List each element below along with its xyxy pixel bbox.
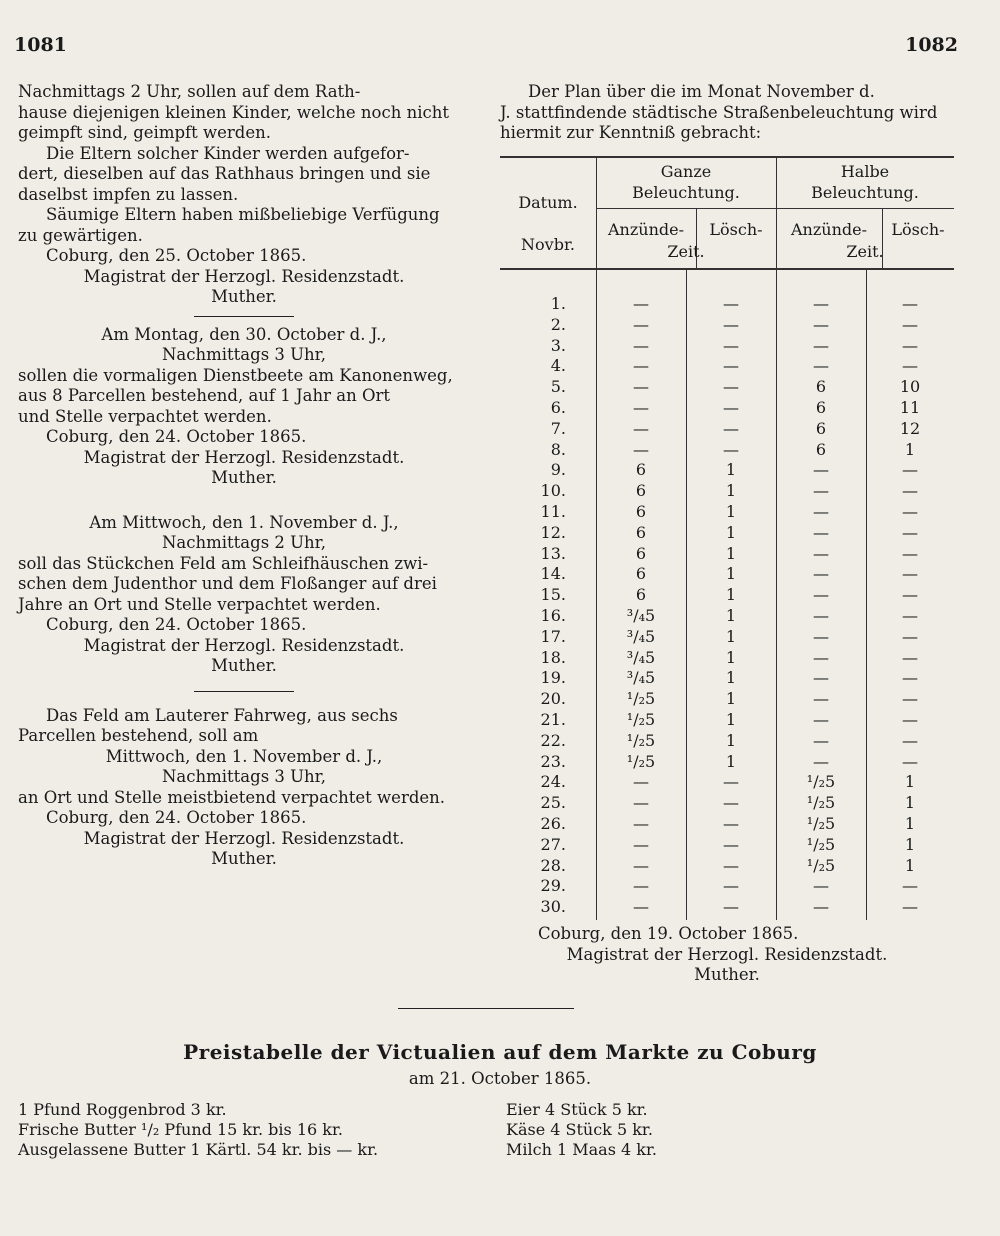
row-halbe-anzuende: —: [813, 606, 829, 625]
row-halbe-anzuende: —: [813, 564, 829, 584]
row-ganze-anzuende: ³/₄5: [626, 626, 656, 646]
notice-kanonenweg: [18, 325, 470, 489]
notice-heading: Nachmittags 3 Uhr,: [161, 767, 327, 786]
text-line: dert, dieselben auf das Rathhaus bringen und sie: [18, 164, 431, 183]
row-ganze-anzuende: ¹/₂5: [626, 730, 656, 750]
row-halbe-anzuende: —: [813, 585, 829, 605]
row-halbe-anzuende: —: [813, 314, 829, 334]
notice-lauterer-fahrweg: [18, 706, 470, 870]
lighting-footer: [500, 924, 954, 986]
row-date: 5.: [550, 377, 566, 397]
row-halbe-loesch: —: [902, 668, 918, 688]
row-halbe-anzuende: —: [813, 626, 829, 646]
row-halbe-loesch: —: [902, 626, 918, 646]
notice-authority: Magistrat der Herzogl. Residenzstadt.: [566, 944, 888, 964]
row-date: 20.: [540, 689, 566, 709]
row-ganze-anzuende: —: [633, 772, 649, 792]
row-halbe-anzuende: ¹/₂5: [806, 772, 836, 792]
notice-heading: Am Montag, den 30. October d. J.,: [101, 324, 387, 344]
text-line: schen dem Judenthor und dem Floßanger auf drei: [18, 574, 437, 593]
row-halbe-anzuende: ¹/₂5: [806, 793, 836, 813]
row-ganze-anzuende: —: [633, 356, 649, 376]
row-halbe-loesch: —: [902, 689, 918, 709]
row-halbe-anzuende: —: [813, 522, 829, 542]
notice-authority: Magistrat der Herzogl. Residenzstadt.: [83, 447, 405, 467]
header-anzuende-2: Anzünde-: [790, 220, 867, 239]
row-date: 18.: [540, 647, 566, 667]
text-line: soll das Stückchen Feld am Schleifhäuschen zwi-: [18, 553, 429, 573]
row-ganze-loesch: 1: [725, 710, 737, 729]
row-halbe-loesch: —: [902, 876, 918, 896]
row-halbe-anzuende: —: [813, 876, 829, 896]
street-lighting-table: [500, 156, 954, 920]
row-halbe-loesch: 11: [899, 398, 921, 417]
row-date: 28.: [540, 855, 566, 875]
notice-signature: Muther.: [211, 468, 277, 487]
row-ganze-anzuende: 6: [635, 502, 647, 521]
row-ganze-loesch: 1: [725, 668, 737, 688]
page-number-right: 1082: [905, 34, 958, 56]
row-ganze-loesch: —: [723, 377, 739, 397]
lighting-intro: [500, 82, 954, 144]
row-date: 27.: [540, 834, 566, 854]
text-line: Der Plan über die im Monat November d.: [528, 82, 875, 101]
row-halbe-loesch: 12: [899, 418, 921, 438]
row-halbe-loesch: —: [902, 481, 918, 501]
notice-heading: Mittwoch, den 1. November d. J.,: [105, 746, 383, 766]
row-halbe-anzuende: —: [813, 710, 829, 729]
notice-heading: Nachmittags 2 Uhr,: [161, 533, 327, 552]
row-halbe-loesch: —: [902, 314, 918, 334]
row-ganze-loesch: —: [723, 855, 739, 875]
header-zeit: Zeit.: [667, 242, 705, 261]
row-ganze-loesch: 1: [725, 460, 737, 480]
text-line: und Stelle verpachtet werden.: [18, 406, 272, 426]
row-halbe-loesch: 1: [904, 834, 916, 854]
row-ganze-loesch: 1: [725, 564, 737, 584]
row-ganze-anzuende: ¹/₂5: [626, 710, 656, 729]
row-ganze-loesch: —: [723, 814, 739, 833]
price-item: Eier 4 Stück 5 kr.: [506, 1100, 648, 1119]
row-halbe-anzuende: —: [813, 502, 829, 521]
row-date: 29.: [540, 876, 566, 896]
price-item: Milch 1 Maas 4 kr.: [506, 1140, 657, 1159]
notice-date: Coburg, den 24. October 1865.: [46, 615, 307, 634]
row-date: 9.: [550, 460, 566, 480]
row-ganze-loesch: —: [723, 772, 739, 792]
text-line: hause diejenigen kleinen Kinder, welche noch nicht: [18, 102, 449, 122]
row-ganze-anzuende: ¹/₂5: [626, 689, 656, 709]
price-item: Ausgelassene Butter 1 Kärtl. 54 kr. bis — kr.: [18, 1140, 379, 1159]
notice-date: Coburg, den 24. October 1865.: [46, 427, 307, 446]
row-halbe-loesch: —: [902, 294, 918, 313]
row-date: 26.: [540, 814, 566, 833]
row-ganze-loesch: —: [723, 439, 739, 459]
row-date: 12.: [540, 522, 566, 542]
text-line: an Ort und Stelle meistbietend verpachtet werden.: [18, 787, 446, 807]
row-halbe-loesch: —: [902, 730, 918, 750]
row-date: 15.: [540, 585, 566, 605]
row-ganze-anzuende: —: [633, 418, 649, 438]
row-halbe-anzuende: —: [813, 647, 829, 667]
row-halbe-loesch: 1: [904, 439, 916, 459]
text-line: Die Eltern solcher Kinder werden aufgefor-: [46, 143, 410, 163]
row-date: 1.: [550, 294, 566, 313]
notice-authority: Magistrat der Herzogl. Residenzstadt.: [83, 266, 405, 286]
price-item: Käse 4 Stück 5 kr.: [506, 1120, 653, 1139]
price-list-left: [18, 1100, 488, 1160]
row-ganze-anzuende: —: [633, 439, 649, 459]
row-ganze-anzuende: —: [633, 876, 649, 896]
left-column: [18, 82, 470, 870]
row-ganze-anzuende: —: [633, 855, 649, 875]
row-ganze-loesch: 1: [725, 502, 737, 521]
divider: [194, 691, 294, 692]
row-date: 22.: [540, 730, 566, 750]
text-line: Parcellen bestehend, soll am: [18, 726, 259, 745]
row-ganze-loesch: 1: [725, 626, 737, 646]
row-ganze-loesch: 1: [725, 606, 737, 625]
row-ganze-loesch: —: [723, 834, 739, 854]
header-loesch: Lösch-: [709, 220, 763, 239]
row-ganze-loesch: —: [723, 294, 739, 313]
notice-authority: Magistrat der Herzogl. Residenzstadt.: [83, 635, 405, 655]
text-line: Das Feld am Lauterer Fahrweg, aus sechs: [46, 705, 398, 725]
header-halbe: Halbe: [840, 162, 890, 181]
notice-signature: Muther.: [211, 849, 277, 868]
row-halbe-loesch: —: [902, 897, 918, 917]
row-ganze-loesch: 1: [725, 647, 737, 667]
row-halbe-loesch: —: [902, 751, 918, 771]
row-ganze-anzuende: 6: [635, 585, 647, 605]
row-ganze-anzuende: —: [633, 897, 649, 917]
row-date: 3.: [550, 335, 566, 355]
row-ganze-loesch: —: [723, 897, 739, 917]
row-ganze-anzuende: —: [633, 314, 649, 334]
row-ganze-loesch: 1: [725, 481, 737, 501]
header-datum: Datum.: [518, 193, 578, 212]
row-halbe-loesch: 1: [904, 855, 916, 875]
price-table-title: Preistabelle der Victualien auf dem Markte zu Coburg: [183, 1040, 817, 1064]
row-ganze-loesch: 1: [725, 522, 737, 542]
row-halbe-loesch: —: [902, 460, 918, 480]
row-date: 24.: [540, 772, 566, 792]
row-ganze-loesch: —: [723, 418, 739, 438]
row-date: 14.: [540, 564, 566, 584]
notice-date: Coburg, den 19. October 1865.: [538, 924, 799, 943]
row-ganze-anzuende: ³/₄5: [626, 668, 656, 688]
header-anzuende: Anzünde-: [607, 220, 684, 239]
header-month: Novbr.: [521, 235, 575, 254]
row-ganze-loesch: —: [723, 793, 739, 813]
row-halbe-anzuende: —: [813, 897, 829, 917]
page-number-left: 1081: [14, 34, 67, 56]
row-halbe-anzuende: 6: [815, 418, 827, 438]
notice-heading: Am Mittwoch, den 1. November d. J.,: [89, 512, 399, 532]
notice-date: Coburg, den 25. October 1865.: [46, 246, 307, 265]
text-line: J. stattfindende städtische Straßenbeleuchtung wird: [500, 102, 938, 122]
row-ganze-anzuende: —: [633, 335, 649, 355]
text-line: sollen die vormaligen Dienstbeete am Kanonenweg,: [18, 365, 453, 385]
divider: [194, 316, 294, 317]
text-line: aus 8 Parcellen bestehend, auf 1 Jahr an Ort: [18, 386, 390, 405]
row-halbe-loesch: 10: [899, 377, 921, 397]
text-line: Jahre an Ort und Stelle verpachtet werden.: [18, 594, 381, 614]
header-zeit-2: Zeit.: [846, 242, 884, 261]
header-ganze-beleuchtung: Beleuchtung.: [632, 183, 740, 202]
row-ganze-loesch: 1: [725, 751, 737, 771]
row-ganze-anzuende: ³/₄5: [626, 606, 656, 625]
row-date: 4.: [550, 356, 566, 376]
row-ganze-anzuende: 6: [635, 564, 647, 584]
row-ganze-anzuende: —: [633, 834, 649, 854]
row-ganze-anzuende: —: [633, 398, 649, 417]
row-halbe-loesch: —: [902, 543, 918, 563]
row-halbe-anzuende: —: [813, 751, 829, 771]
row-halbe-loesch: 1: [904, 772, 916, 792]
row-ganze-anzuende: —: [633, 377, 649, 397]
row-date: 13.: [540, 543, 566, 563]
notice-signature: Muther.: [211, 656, 277, 675]
row-date: 2.: [550, 314, 566, 334]
header-ganze: Ganze: [660, 162, 712, 181]
row-halbe-anzuende: —: [813, 335, 829, 355]
row-ganze-loesch: —: [723, 356, 739, 376]
row-date: 11.: [540, 502, 566, 521]
row-halbe-anzuende: —: [813, 668, 829, 688]
row-halbe-anzuende: 6: [815, 398, 827, 417]
text-line: hiermit zur Kenntniß gebracht:: [500, 123, 762, 142]
price-item: Frische Butter ¹/₂ Pfund 15 kr. bis 16 kr.: [18, 1120, 343, 1139]
row-ganze-loesch: —: [723, 398, 739, 417]
row-halbe-loesch: —: [902, 606, 918, 625]
row-ganze-anzuende: —: [633, 814, 649, 833]
row-date: 7.: [550, 418, 566, 438]
header-loesch-2: Lösch-: [891, 220, 945, 239]
row-ganze-anzuende: ¹/₂5: [626, 751, 656, 771]
row-halbe-anzuende: —: [813, 356, 829, 376]
row-ganze-loesch: —: [723, 335, 739, 355]
row-ganze-anzuende: 6: [635, 543, 647, 563]
row-ganze-anzuende: 6: [635, 522, 647, 542]
notice-schleifhaeuschen: [18, 513, 470, 677]
notice-signature: Muther.: [694, 965, 760, 984]
row-date: 10.: [540, 481, 566, 501]
row-date: 16.: [540, 606, 566, 625]
row-ganze-anzuende: 6: [635, 460, 647, 480]
row-halbe-loesch: —: [902, 647, 918, 667]
price-item: 1 Pfund Roggenbrod 3 kr.: [18, 1100, 227, 1119]
divider: [398, 1008, 574, 1009]
row-halbe-anzuende: —: [813, 730, 829, 750]
row-date: 19.: [540, 668, 566, 688]
row-ganze-loesch: 1: [725, 730, 737, 750]
row-halbe-anzuende: ¹/₂5: [806, 834, 836, 854]
row-halbe-anzuende: ¹/₂5: [806, 855, 836, 875]
row-halbe-loesch: —: [902, 356, 918, 376]
row-ganze-loesch: —: [723, 314, 739, 334]
row-date: 17.: [540, 626, 566, 646]
price-table-date: am 21. October 1865.: [408, 1069, 592, 1088]
row-halbe-loesch: —: [902, 335, 918, 355]
row-date: 6.: [550, 398, 566, 417]
text-line: zu gewärtigen.: [18, 225, 143, 245]
row-halbe-loesch: 1: [904, 793, 916, 813]
price-list-right: [506, 1100, 946, 1160]
text-line: Säumige Eltern haben mißbeliebige Verfügung: [46, 205, 440, 224]
row-halbe-anzuende: 6: [815, 377, 827, 397]
row-halbe-anzuende: ¹/₂5: [806, 814, 836, 833]
notice-signature: Muther.: [211, 287, 277, 306]
notice-heading: Nachmittags 3 Uhr,: [161, 345, 327, 364]
notice-date: Coburg, den 24. October 1865.: [46, 808, 307, 827]
row-halbe-loesch: —: [902, 564, 918, 584]
row-date: 23.: [540, 751, 566, 771]
row-halbe-loesch: —: [902, 710, 918, 729]
row-date: 30.: [540, 897, 566, 917]
row-halbe-loesch: —: [902, 522, 918, 542]
row-ganze-loesch: 1: [725, 689, 737, 709]
row-halbe-anzuende: —: [813, 689, 829, 709]
notice-authority: Magistrat der Herzogl. Residenzstadt.: [83, 828, 405, 848]
row-halbe-anzuende: —: [813, 460, 829, 480]
row-ganze-loesch: —: [723, 876, 739, 896]
row-ganze-anzuende: ³/₄5: [626, 647, 656, 667]
row-halbe-loesch: —: [902, 585, 918, 605]
row-ganze-anzuende: —: [633, 294, 649, 313]
text-line: daselbst impfen zu lassen.: [18, 184, 239, 204]
text-line: Nachmittags 2 Uhr, sollen auf dem Rath-: [18, 82, 361, 101]
header-halbe-beleuchtung: Beleuchtung.: [811, 183, 919, 202]
row-ganze-loesch: 1: [725, 585, 737, 605]
row-ganze-anzuende: 6: [635, 481, 647, 501]
row-date: 8.: [550, 439, 566, 459]
row-halbe-anzuende: —: [813, 543, 829, 563]
row-date: 25.: [540, 793, 566, 813]
row-halbe-anzuende: 6: [815, 439, 827, 459]
text-line: geimpft sind, geimpft werden.: [18, 123, 271, 142]
row-halbe-loesch: —: [902, 502, 918, 521]
notice-vaccination: [18, 82, 470, 308]
row-halbe-loesch: 1: [904, 814, 916, 833]
row-ganze-anzuende: —: [633, 793, 649, 813]
row-halbe-anzuende: —: [813, 294, 829, 313]
row-halbe-anzuende: —: [813, 481, 829, 501]
row-ganze-loesch: 1: [725, 543, 737, 563]
row-date: 21.: [540, 710, 566, 729]
